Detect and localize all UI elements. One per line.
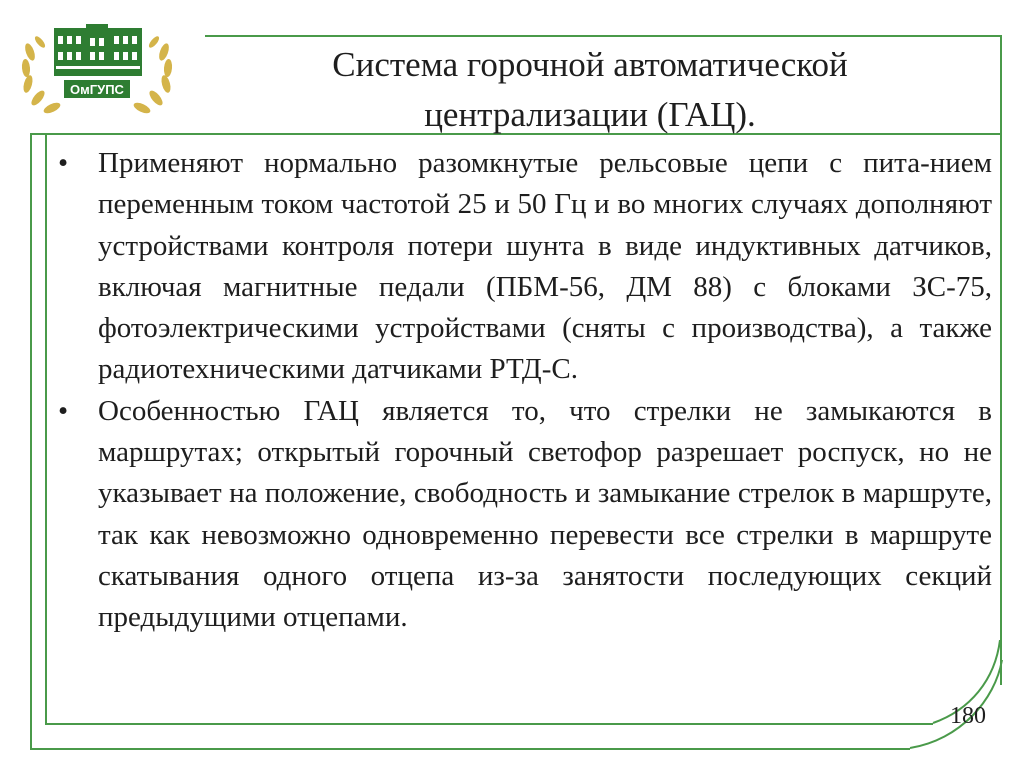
bullet-text: Особенностью ГАЦ является то, что стрелки не замыкаются в маршрутах; открытый горочный светофор разрешает роспуск, но не указывает на положение, свободность и замыкание стрелок в маршруте, так как невозможно одновременно перевести все стрелки в маршруте скатывания одного отцепа из-за занятости последующих секций предыдущими отцепами. — [98, 394, 992, 634]
frame-bottom-line — [30, 748, 910, 750]
frame-content-left-line — [45, 133, 47, 725]
frame-content-bottom-line — [45, 723, 933, 725]
frame-right-line — [1000, 35, 1002, 685]
bullet-mark: • — [58, 147, 69, 179]
page-number: 180 — [950, 703, 986, 729]
slide-title-line-1: Система горочной автоматической — [332, 45, 848, 84]
slide-title-line-2: централизации (ГАЦ). — [424, 95, 756, 134]
logo-text: ОмГУПС — [70, 82, 124, 97]
building-icon — [54, 24, 142, 76]
frame-top-line — [205, 35, 1002, 37]
frame-inner-left-line — [30, 133, 32, 750]
slide-content — [58, 143, 992, 639]
bullet-item — [58, 391, 992, 639]
university-logo — [18, 22, 176, 120]
bullet-text: Применяют нормально разомкнутые рельсовые цепи с пита-нием переменным током частотой 25 и 50 Гц и во многих случаях дополняют устройствами контроля потери шунта в виде индуктивных датчиков, включая магнитные педали (ПБМ-56, ДМ 88) с блоками ЗС-75, фотоэлектрическими устройствами (сняты с производства), а также радиотехническими датчиками РТД-С. — [98, 147, 992, 386]
bullet-mark: • — [58, 394, 69, 427]
bullet-item — [58, 143, 992, 391]
slide-title — [210, 40, 970, 140]
